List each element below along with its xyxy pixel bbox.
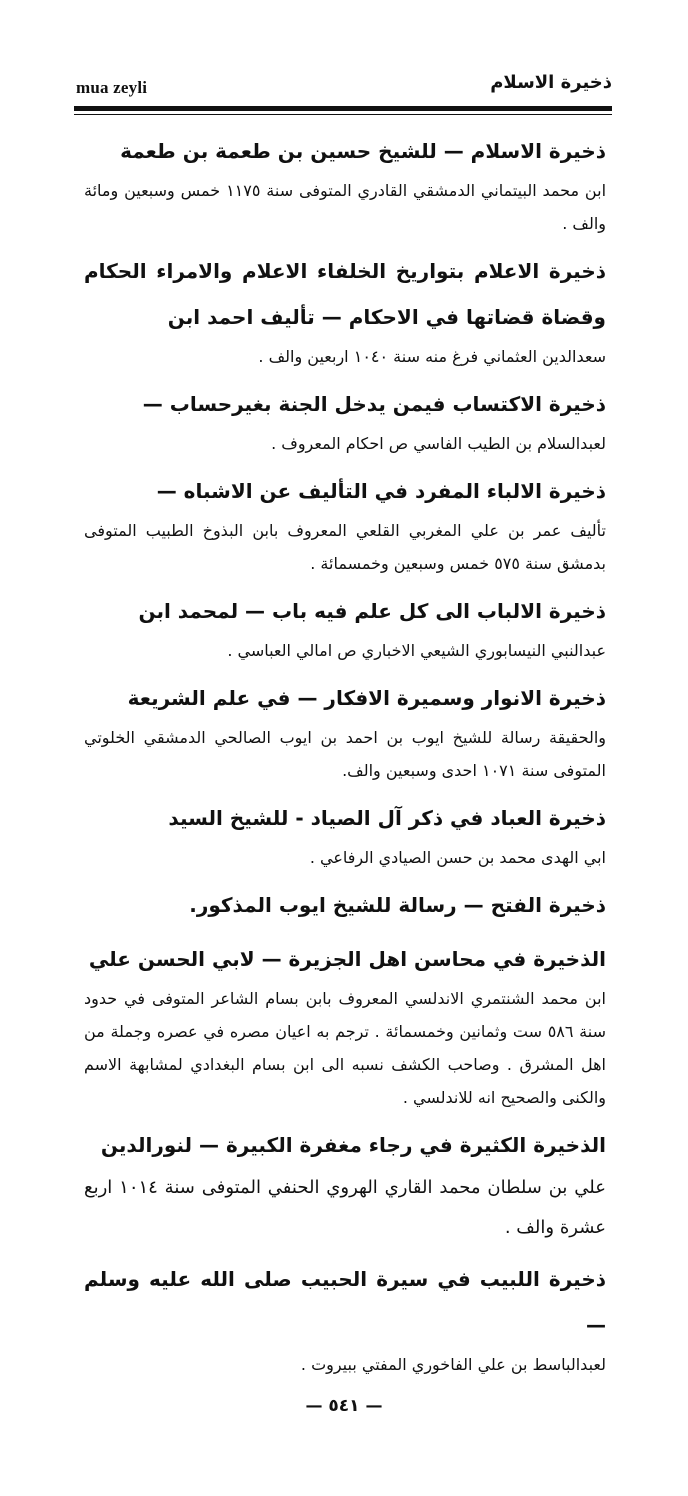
entry-al-dhakhira-fi-mahasin <box>84 936 606 1114</box>
entry-dhakhirat-al-anwar <box>84 675 606 787</box>
entry-dhakhirat-al-labib <box>84 1256 606 1381</box>
page-header <box>76 72 612 102</box>
entry-dhakhirat-al-islam <box>84 128 606 240</box>
header-left-title: mua zeyli <box>76 78 148 97</box>
entry-heading: ذخيرة العباد في ذكر آل الصياد - للشيخ السيد <box>168 806 606 830</box>
entry-text: ابن محمد الشنتمري الاندلسي المعروف بابن بسام الشاعر المتوفى في حدود سنة ٥٨٦ ست وثمانين وخمسمائة . ترجم به اعيان مصره في عصره وجملة من اهل المشرق . وصاحب الكشف نسبه الى ابن بسام البغدادي لمشابهة الاسم والكنى والصحيح انه للاندلسي . <box>84 989 606 1107</box>
page-number: — ٥٤١ — <box>305 1396 383 1416</box>
entry-dhakhirat-al-iktisab <box>84 381 606 460</box>
entry-heading: ذخيرة الالباب الى كل علم فيه باب — لمحمد ابن <box>138 599 606 623</box>
entry-dhakhirat-al-albab <box>84 588 606 667</box>
entry-text: ابي الهدى محمد بن حسن الصيادي الرفاعي . <box>309 848 606 867</box>
entry-text: لعبدالباسط بن علي الفاخوري المفتي ببيروت . <box>300 1355 606 1374</box>
entry-dhakhirat-al-ibad <box>84 795 606 874</box>
entry-heading: ذخيرة اللبيب في سيرة الحبيب صلى الله عليه وسلم — <box>84 1267 606 1337</box>
entry-heading: ذخيرة الانوار وسميرة الافكار — في علم الشريعة <box>127 686 606 710</box>
entry-text: لعبدالسلام بن الطيب الفاسي ص احكام المعروف . <box>271 434 606 453</box>
entry-text: تأليف عمر بن علي المغربي القلعي المعروف بابن البذوخ الطبيب المتوفى بدمشق سنة ٥٧٥ خمس وسبعين وخمسمائة . <box>84 521 606 573</box>
entry-heading: الذخيرة في محاسن اهل الجزيرة — لابي الحسن علي <box>88 947 606 971</box>
entry-text: سعدالدين العثماني فرغ منه سنة ١٠٤٠ اربعين والف . <box>258 347 606 366</box>
header-rule-thick <box>74 106 612 111</box>
header-rule-thin <box>74 114 612 115</box>
entry-heading: ذخيرة الاكتساب فيمن يدخل الجنة بغيرحساب — <box>142 392 606 416</box>
entry-heading: ذخيرة الاسلام — للشيخ حسين بن طعمة بن طعمة <box>120 139 606 163</box>
entry-heading: الذخيرة الكثيرة في رجاء مغفرة الكبيرة — لنورالدين <box>100 1133 606 1157</box>
entry-text: ابن محمد البيتماني الدمشقي القادري المتوفى سنة ١١٧٥ خمس وسبعين ومائة والف . <box>84 181 607 233</box>
entry-al-dhakhira-al-kathira <box>84 1122 606 1248</box>
entry-dhakhirat-al-alba <box>84 468 606 580</box>
header-right-title: ذخيرة الاسلام <box>490 72 612 93</box>
entry-heading: ذخيرة الفتح — رسالة للشيخ ايوب المذكور. <box>189 893 606 917</box>
entry-text: عبدالنبي النيسابوري الشيعي الاخباري ص امالي العباسي . <box>227 641 606 660</box>
entry-text: والحقيقة رسالة للشيخ ايوب بن احمد بن ايوب الصالحي الدمشقي الخلوتي المتوفى سنة ١٠٧١ احدى وسبعين والف. <box>84 728 606 780</box>
entry-heading: ذخيرة الاعلام بتواريخ الخلفاء الاعلام والامراء الحكام وقضاة قضاتها في الاحكام — تأليف احمد ابن <box>84 259 606 329</box>
entry-dhakhirat-al-fath <box>84 882 606 928</box>
entry-heading: ذخيرة الالباء المفرد في التأليف عن الاشباه — <box>156 479 606 503</box>
entry-text: علي بن سلطان محمد القاري الهروي الحنفي المتوفى سنة ١٠١٤ اربع عشرة والف . <box>84 1177 606 1238</box>
dictionary-entries <box>84 128 606 1389</box>
entry-dhakhirat-al-ilam <box>84 248 606 373</box>
